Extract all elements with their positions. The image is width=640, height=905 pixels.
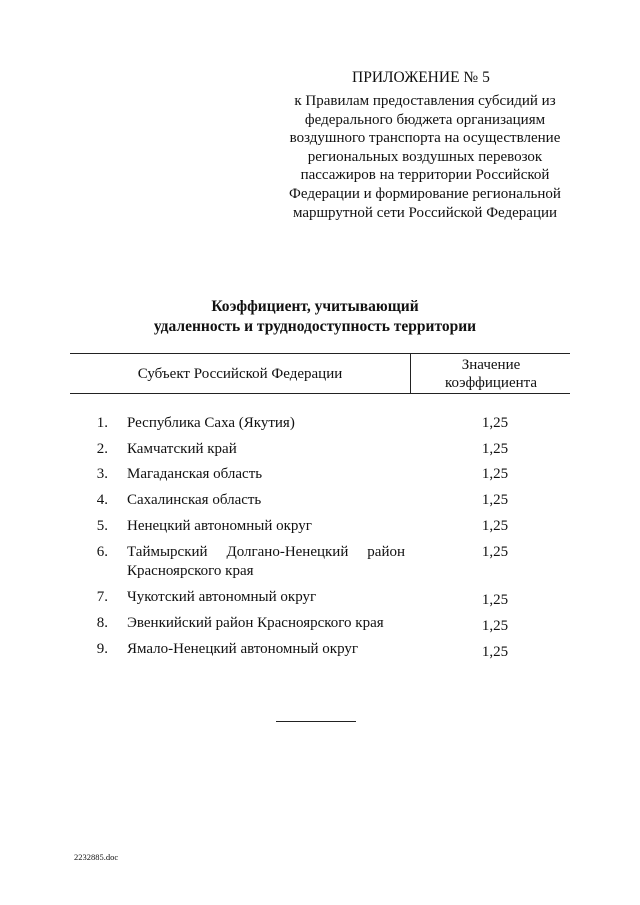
file-name-label: 2232885.doc: [74, 852, 119, 862]
table-header-subject: Субъект Российской Федерации: [137, 366, 343, 382]
row-value: 1,25: [481, 644, 509, 660]
row-subject: Эвенкийский район Красноярского края: [127, 615, 384, 631]
row-number: 9.: [96, 641, 108, 657]
subtitle-line: маршрутной сети Российской Федерации: [292, 204, 558, 221]
row-value: 1,25: [481, 415, 509, 431]
row-subject: Магаданская область: [127, 466, 263, 482]
row-number: 4.: [96, 492, 108, 508]
table-header-rule: [70, 393, 570, 394]
heading-line: Коэффициент, учитывающий: [211, 298, 419, 315]
row-value: 1,25: [481, 618, 509, 634]
subtitle-line: воздушного транспорта на осуществление: [289, 130, 561, 147]
row-value: 1,25: [481, 492, 509, 508]
end-separator-rule: [276, 721, 356, 722]
row-value: 1,25: [481, 544, 509, 560]
row-number: 7.: [96, 589, 108, 605]
header-value-line: Значение: [461, 357, 521, 373]
subtitle-line: пассажиров на территории Российской: [300, 167, 550, 184]
appendix-subtitle: [260, 92, 590, 222]
row-subject: Камчатский край: [127, 441, 237, 457]
table-header-value: [412, 356, 570, 392]
table-top-rule: [70, 353, 570, 354]
subtitle-line: к Правилам предоставления субсидий из: [294, 93, 556, 109]
row-number: 1.: [96, 415, 108, 431]
row-subject: Сахалинская область: [127, 492, 262, 508]
row-subject-line: Красноярского края: [127, 563, 254, 579]
row-number: 2.: [96, 441, 108, 457]
row-subject: Чукотский автономный округ: [127, 589, 317, 605]
row-number: 5.: [96, 518, 108, 534]
document-heading: [100, 297, 530, 337]
row-number: 6.: [96, 544, 108, 560]
row-value: 1,25: [481, 592, 509, 608]
row-subject: Республика Саха (Якутия): [127, 415, 295, 431]
row-value: 1,25: [481, 441, 509, 457]
row-subject: Ненецкий автономный округ: [127, 518, 312, 534]
header-value-line: коэффициента: [444, 375, 538, 391]
row-subject: [127, 543, 405, 581]
row-value: 1,25: [481, 518, 509, 534]
heading-line: удаленность и труднодоступность территории: [153, 318, 477, 335]
appendix-title: ПРИЛОЖЕНИЕ № 5: [352, 69, 490, 86]
row-value: 1,25: [481, 466, 509, 482]
subtitle-line: Федерации и формирование региональной: [289, 185, 561, 202]
row-subject: Ямало-Ненецкий автономный округ: [127, 641, 359, 657]
subtitle-line: региональных воздушных перевозок: [307, 148, 543, 165]
row-subject-line: Таймырский Долгано-Ненецкий район: [127, 544, 405, 560]
subtitle-line: федерального бюджета организациям: [304, 111, 546, 128]
row-number: 8.: [96, 615, 108, 631]
row-number: 3.: [96, 466, 108, 482]
table-column-divider: [410, 353, 411, 393]
